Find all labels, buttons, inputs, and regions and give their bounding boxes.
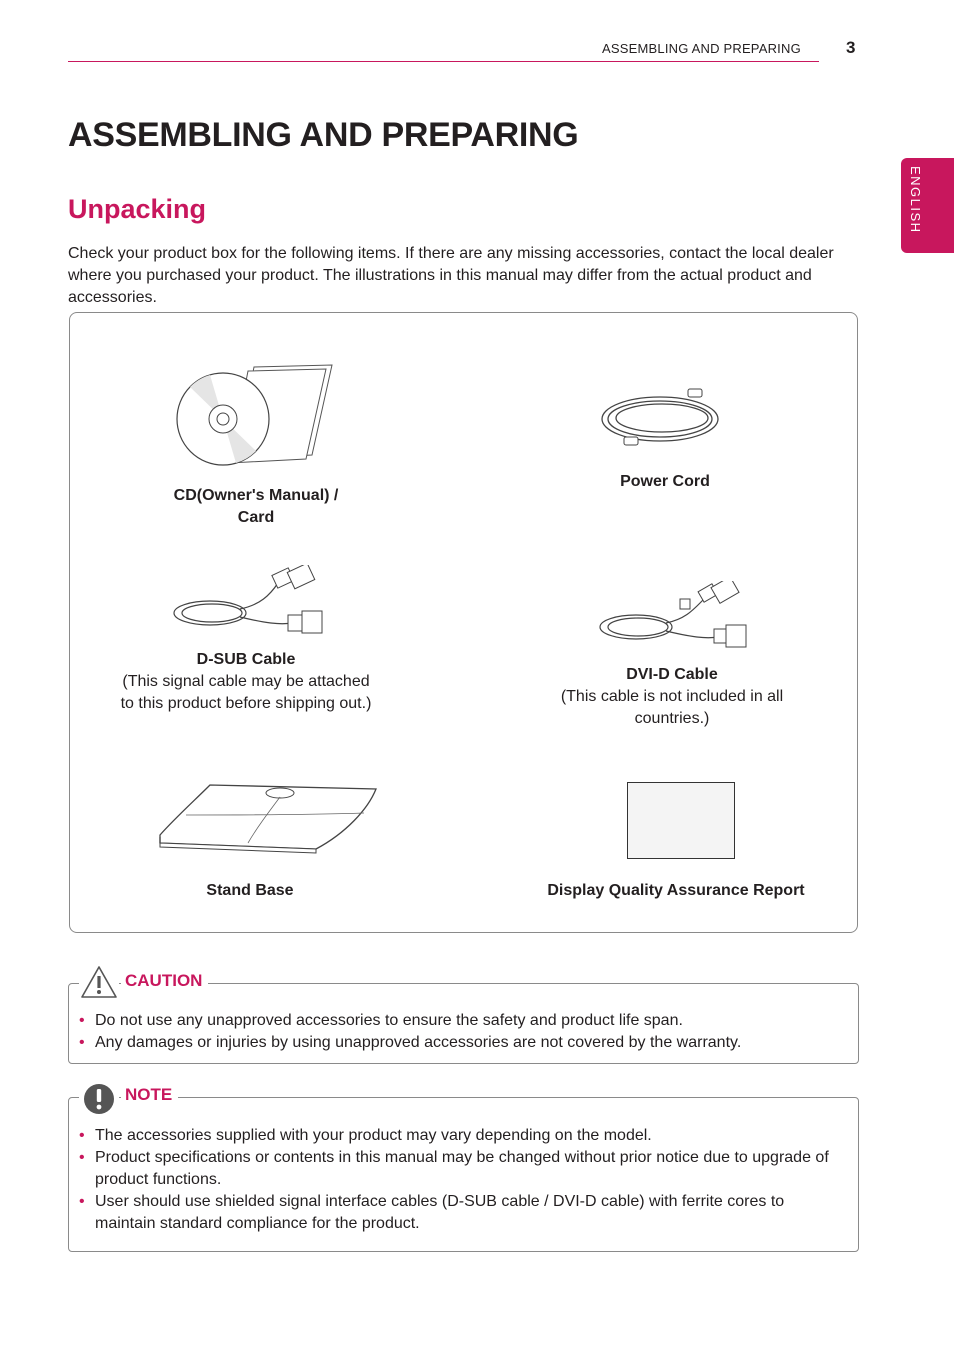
power-cord-illustration bbox=[598, 385, 728, 447]
page-number: 3 bbox=[846, 38, 856, 57]
item-report-name: Display Quality Assurance Report bbox=[547, 882, 805, 899]
item-cd-name-line1: CD(Owner's Manual) / bbox=[173, 487, 339, 504]
language-tab-label: ENGLISH bbox=[908, 166, 923, 234]
intro-paragraph: Check your product box for the following items. If there are any missing accessories, contact the local dealer where you purchased your product. The illustrations in this manual may differ from the actual product and accessories. bbox=[68, 245, 834, 306]
item-cd-name-line2: Card bbox=[237, 509, 275, 526]
item-dvid bbox=[532, 664, 812, 730]
dsub-cable-illustration bbox=[170, 565, 330, 645]
note-exclamation-icon bbox=[79, 1082, 119, 1116]
warning-icon bbox=[79, 964, 119, 1000]
item-dvid-name: DVI-D Cable bbox=[626, 666, 718, 683]
item-dsub-note-line2: to this product before shipping out.) bbox=[120, 695, 372, 712]
chapter-title: ASSEMBLING AND PREPARING bbox=[68, 116, 579, 154]
running-header: ASSEMBLING AND PREPARING bbox=[602, 41, 801, 56]
item-dvid-note-line2: countries.) bbox=[634, 710, 710, 727]
item-stand-base bbox=[130, 880, 370, 902]
language-tab bbox=[901, 158, 954, 253]
item-cd bbox=[146, 485, 366, 529]
caution-box bbox=[68, 971, 859, 1064]
stand-base-illustration bbox=[156, 779, 382, 855]
item-report bbox=[526, 880, 826, 902]
note-item: • User should use shielded signal interface cables (D-SUB cable / DVI-D cable) with ferrite cores to maintain standard compliance for the product. bbox=[79, 1191, 849, 1235]
caution-item: • Any damages or injuries by using unapproved accessories are not covered by the warranty. bbox=[79, 1032, 849, 1054]
note-item: • Product specifications or contents in this manual may be changed without prior notice due to upgrade of product functions. bbox=[79, 1147, 849, 1191]
note-title: NOTE bbox=[121, 1085, 178, 1105]
item-dvid-note-line1: (This cable is not included in all bbox=[560, 688, 784, 705]
caution-title: CAUTION bbox=[121, 971, 208, 991]
item-dsub bbox=[106, 649, 386, 715]
item-stand-base-name: Stand Base bbox=[206, 882, 294, 899]
note-item: • The accessories supplied with your product may vary depending on the model. bbox=[79, 1125, 849, 1147]
cd-card-illustration bbox=[170, 361, 340, 471]
package-contents-box bbox=[69, 312, 858, 933]
dvid-cable-illustration bbox=[596, 581, 752, 655]
note-box bbox=[68, 1085, 859, 1252]
item-power-cord bbox=[550, 471, 780, 493]
item-power-cord-name: Power Cord bbox=[620, 473, 710, 490]
report-sheet-illustration bbox=[627, 782, 735, 859]
section-title: Unpacking bbox=[68, 194, 207, 224]
caution-item: • Do not use any unapproved accessories to ensure the safety and product life span. bbox=[79, 1010, 849, 1032]
item-dsub-note-line1: (This signal cable may be attached bbox=[122, 673, 370, 690]
header-rule bbox=[68, 61, 819, 62]
caution-list bbox=[79, 1010, 849, 1054]
item-dsub-name: D-SUB Cable bbox=[196, 651, 296, 668]
note-list bbox=[79, 1125, 849, 1235]
